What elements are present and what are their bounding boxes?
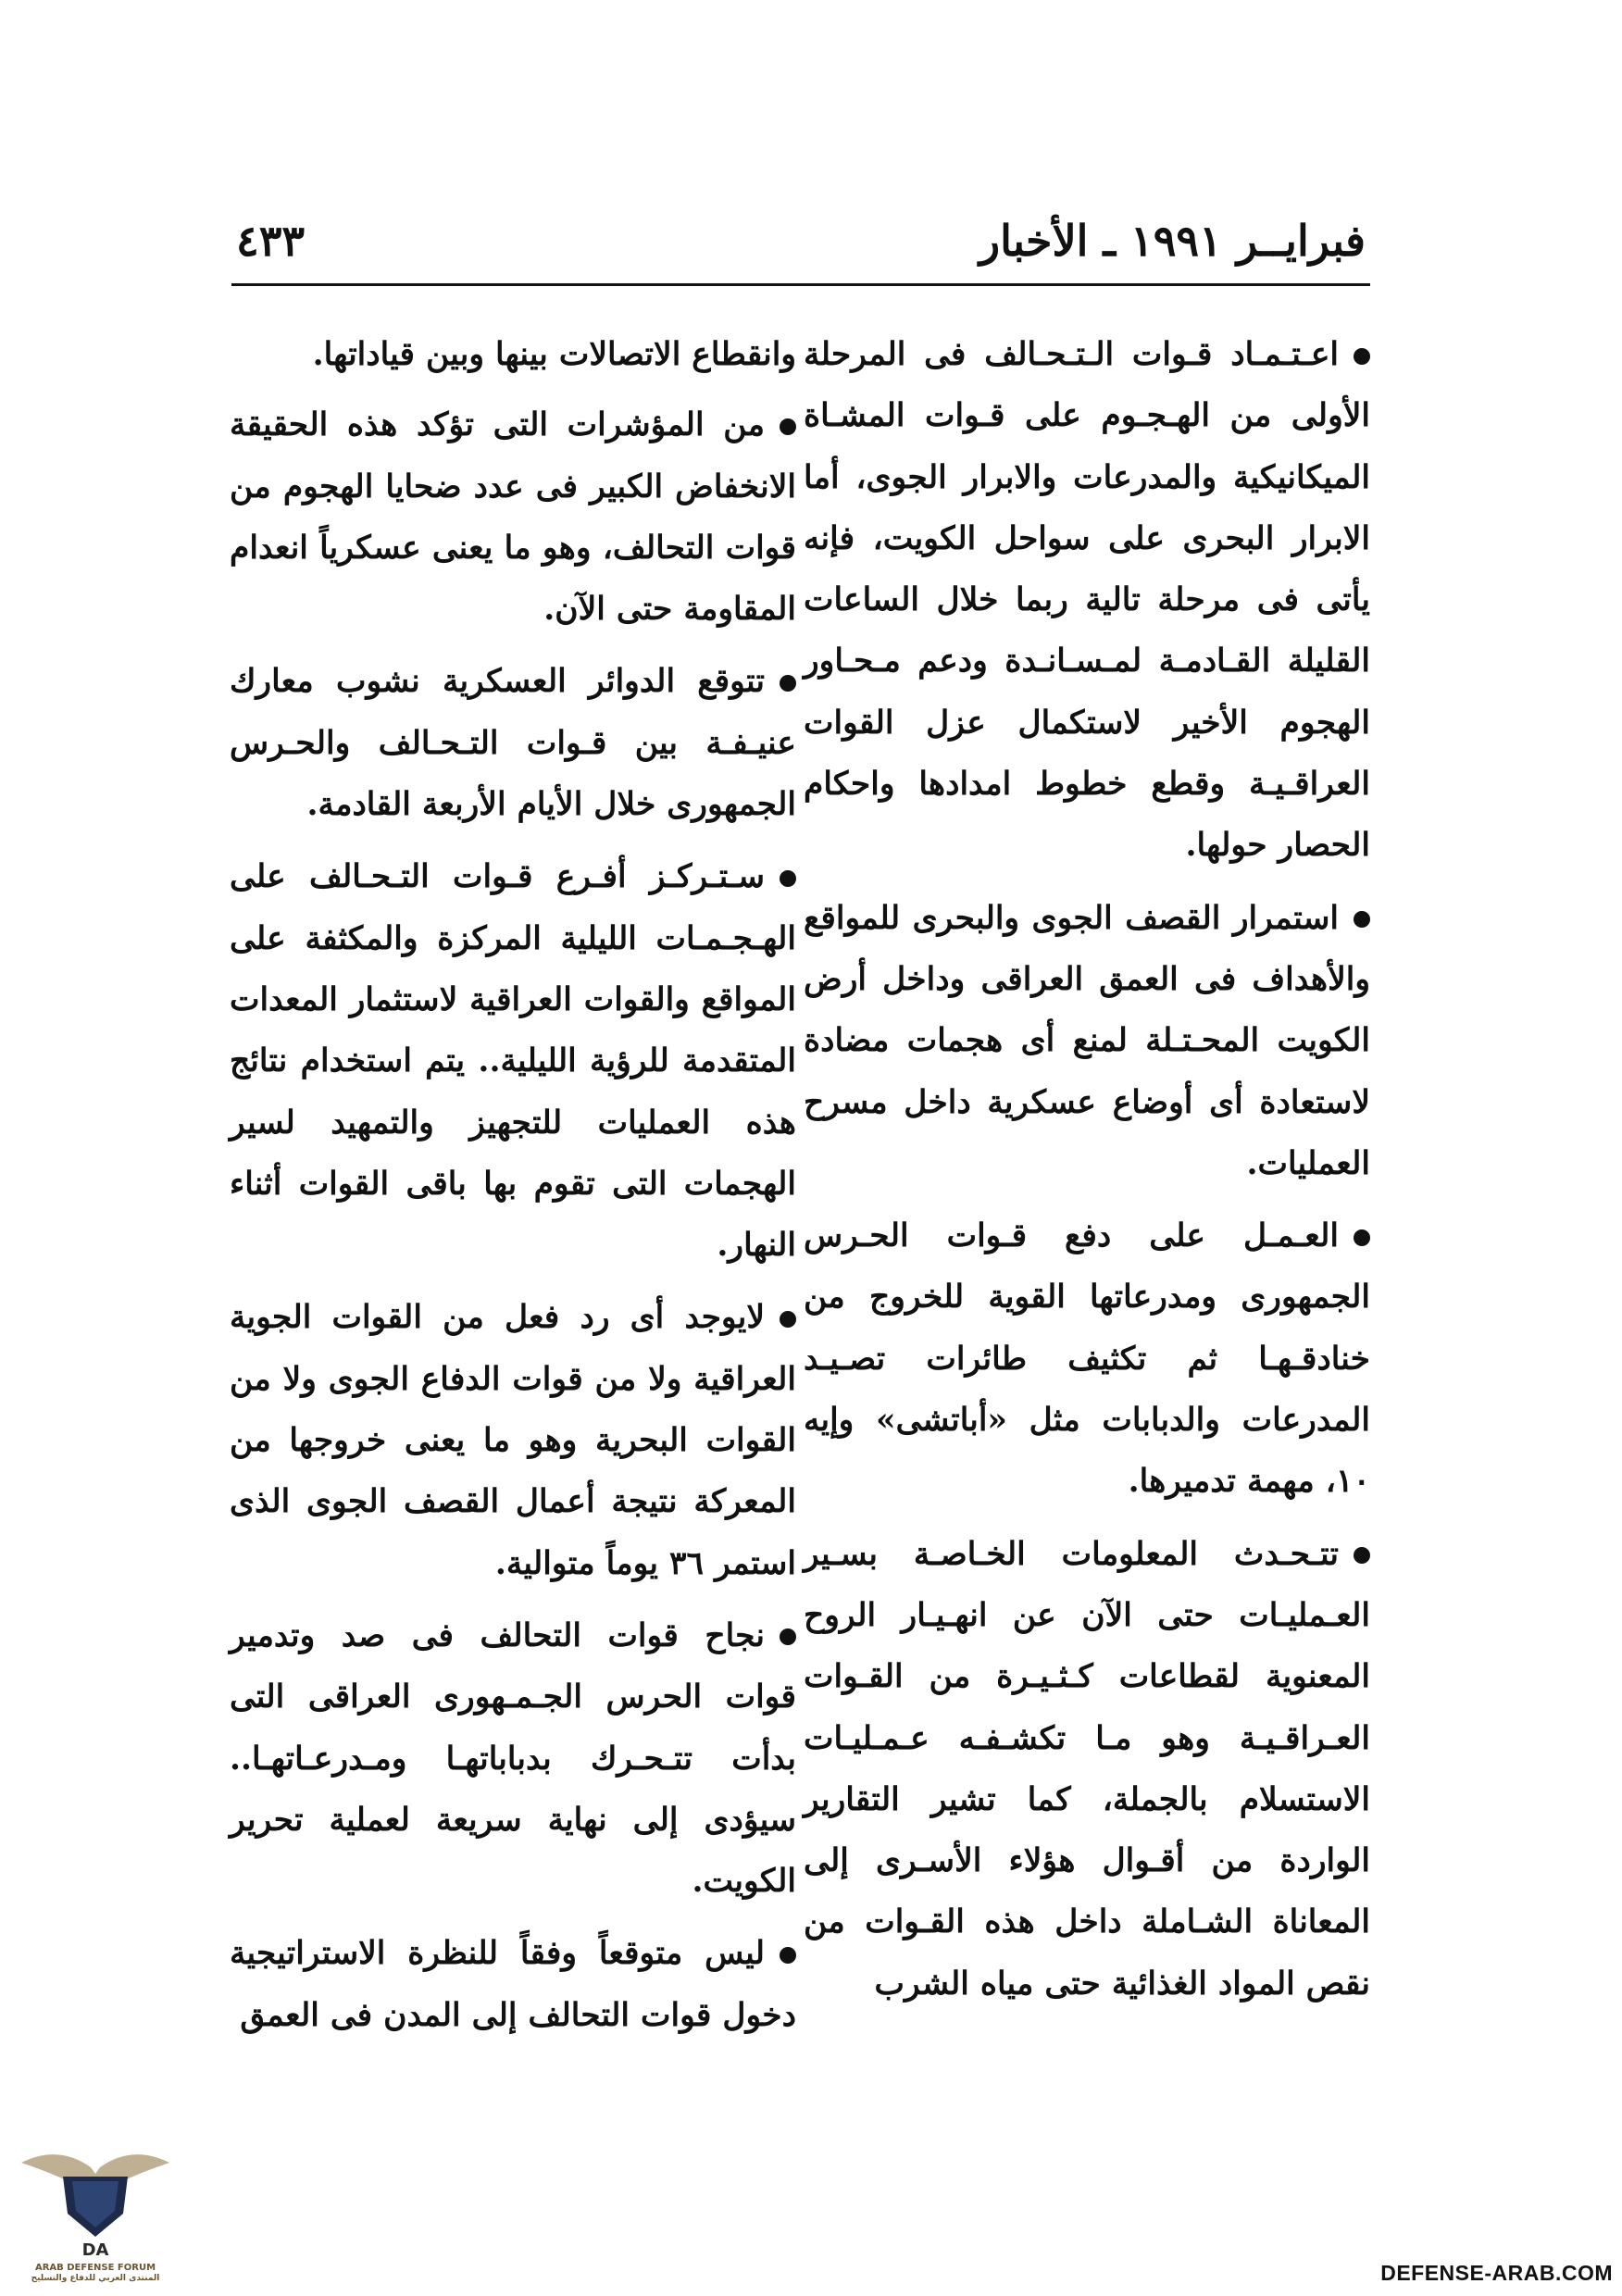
- paragraph: تتـحـدث المعلومات الخـاصـة بسـير العـمليـات حتى الآن عن انهـيـار الروح المعنوية لقطاعات كـثـيـرة من القـوات العـراقـيـة وهو مـا تكشـفـه عـمـليـات الاستسلام بالجملة، كما تشير التقارير الواردة من أقـوال هؤلاء الأسـرى إلى المعاناة الشـاملة داخل هذه القـوات من نقص المواد الغذائية حتى مياه الشرب: [804, 1535, 1370, 2003]
- paragraph: اعـتـمـاد قـوات الـتـحـالف فى المرحلة الأولى من الهـجـوم على قـوات المشـاة الميكانيكية والمدرعات والابرار الجوى، أما الابرار البحرى على سواحل الكويت، فإنه يأتى فى مرحلة تالية ربما خلال الساعات القليلة القـادمـة لمـسـانـدة ودعم مـحـاور الهجوم الأخير لاستكمال عزل القوات العراقـيـة وقطع خطوط امدادها واحكام الحصار حولها.: [804, 336, 1370, 865]
- paragraph: سـتـركـز أفـرع قـوات التـحـالف على الهـجـمـات الليلية المركزة والمكثفة على المواقع والقوات العراقية لاستثمار المعدات المتقدمة للرؤية الليلية.. يتم استخدام نتائج هذه العمليات للتجهيز والتمهيد لسير الهجمات التى تقوم بها باقى القوات أثناء النهار.: [230, 858, 796, 1265]
- eagle-shield-icon: [17, 2126, 174, 2265]
- bullet-icon: [1354, 348, 1370, 365]
- paragraph: تتوقع الدوائر العسكرية نشوب معارك عنيـفـة بين قـوات التـحـالف والحـرس الجمهورى خلال الأيام الأربعة القادمة.: [230, 663, 796, 824]
- logo-name-ar: المنتدى العربي للدفاع والتسليح: [31, 2274, 160, 2283]
- header-rule: [231, 283, 1370, 286]
- page-header: [236, 206, 1366, 275]
- bullet-icon: [780, 1311, 796, 1328]
- paragraph: من المؤشرات التى تؤكد هذه الحقيقة الانخفاض الكبير فى عدد ضحايا الهجوم من قوات التحالف، وهو ما يعنى عسكرياً انعدام المقاومة حتى الآن.: [230, 406, 796, 629]
- continued-paragraph: وانقطاع الاتصالات بينها وبين قياداتها.: [312, 336, 796, 373]
- forum-logo: [17, 2126, 174, 2283]
- logo-letters: DA: [81, 2240, 109, 2260]
- running-title: فبرايــر ١٩٩١ ـ الأخبار: [979, 215, 1366, 266]
- paragraph: ليس متوقعاً وفقاً للنظرة الاستراتيجية دخول قوات التحالف إلى المدن فى العمق: [230, 1935, 796, 2034]
- bullet-icon: [1354, 1229, 1370, 1246]
- bullet-icon: [780, 1947, 796, 1964]
- site-watermark: DEFENSE-ARAB.COM: [1380, 2261, 1613, 2285]
- paragraph: استمرار القصف الجوى والبحرى للمواقع والأهداف فى العمق العراقى وداخل أرض الكويت المحـتـلة لمنع أى هجمات مضادة لاستعادة أى أوضاع عسكرية داخل مسرح العمليات.: [804, 899, 1370, 1182]
- bullet-icon: [780, 1628, 796, 1645]
- right-column: [804, 324, 1370, 2026]
- bullet-icon: [1354, 911, 1370, 928]
- logo-name-en: ARAB DEFENSE FORUM: [34, 2263, 156, 2273]
- page-number: ٤٣٣: [236, 215, 306, 266]
- bullet-icon: [780, 418, 796, 435]
- left-column: [230, 324, 796, 2057]
- paragraph: العـمـل على دفع قـوات الحـرس الجمهورى ومدرعاتها القوية للخروج من خنادقـهـا ثم تكثيف طائرات تصـيـد المدرعات والدبابات مثل «أباتشى» وإيه ١٠، مهمة تدميرها.: [804, 1217, 1370, 1501]
- bullet-icon: [780, 870, 796, 887]
- paragraph: لايوجد أى رد فعل من القوات الجوية العراقية ولا من قوات الدفاع الجوى ولا من القوات البحرية وهو ما يعنى خروجها من المعركة نتيجة أعمال القصف الجوى الذى استمر ٣٦ يوماً متوالية.: [230, 1299, 796, 1582]
- bullet-icon: [780, 675, 796, 692]
- paragraph: نجاح قوات التحالف فى صد وتدمير قوات الحرس الجـمـهورى العراقى التى بدأت تتـحـرك بدباباتهـا ومـدرعـاتهـا.. سيؤدى إلى نهاية سريعة لعملية تحرير الكويت.: [230, 1616, 796, 1901]
- bullet-icon: [1354, 1547, 1370, 1564]
